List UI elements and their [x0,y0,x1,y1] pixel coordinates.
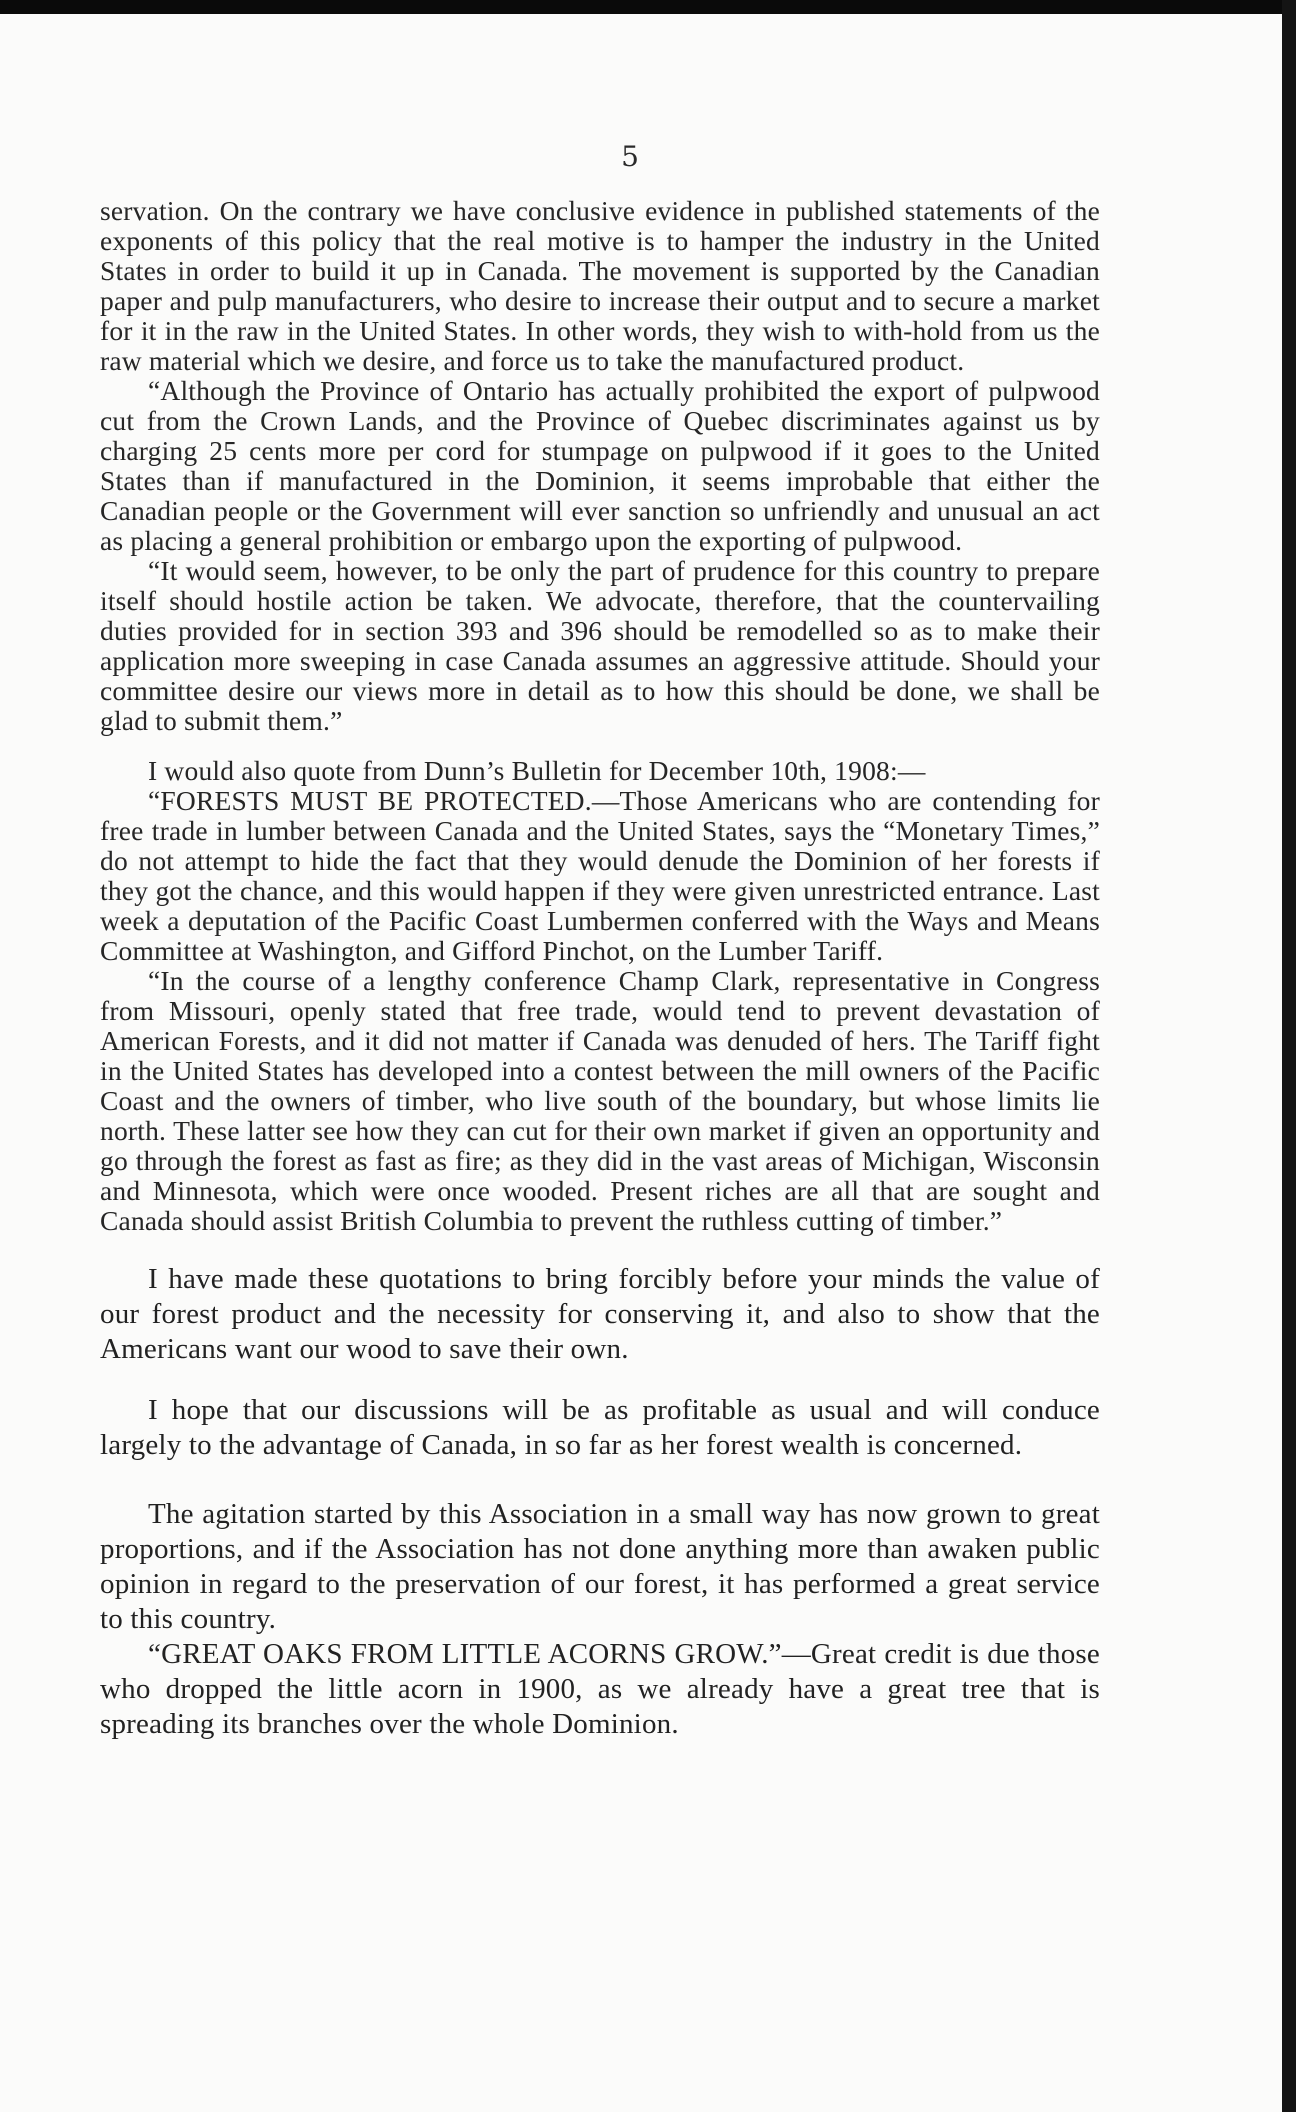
paragraph-great-oaks: “GREAT OAKS FROM LITTLE ACORNS GROW.”—Great credit is due those who dropped the little acorn in 1900, as we already have a great tree that is spreading its branches over the whole Dominion. [100,1638,1100,1740]
scan-border-right [1282,0,1296,2112]
paragraph-ontario-quote: “Although the Province of Ontario has actually prohibited the export of pulpwood cut from the Crown Lands, and the Province of Quebec discriminates against us by charging 25 cents more per cord for stumpage on pulpwood if it goes to the United States than if manufactured in the Dominion, it seems improbable that either the Canadian people or the Government will ever sanction so unfriendly and unusual an act as placing a general prohibition or embargo upon the exporting of pulpwood. [100,375,1100,556]
paragraph-quotations: I have made these quotations to bring forcibly before your minds the value of our forest product and the necessity for conserving it, and also to show that the Americans want our wood to save their own. [100,1263,1100,1365]
paragraph-dunns-bulletin: I would also quote from Dunn’s Bulletin for December 10th, 1908:— [148,755,926,786]
paragraph-prudence-quote: “It would seem, however, to be only the part of prudence for this country to prepare itself should hostile action be taken. We advocate, therefore, that the countervailing duties provided for in section 393 and 396 should be remodelled so as to make their application more sweeping in case Canada assumes an aggressive attitude. Should your committee desire our views more in detail as to how this should be done, we shall be glad to submit them.” [100,555,1100,736]
paragraph-agitation: The agitation started by this Association in a small way has now grown to great proportions, and if the Association has not done anything more than awaken public opinion in regard to the preservation of our forest, it has performed a great service to this country. [100,1498,1100,1635]
paragraph-champ-clark: “In the course of a lengthy conference Champ Clark, representative in Congress from Missouri, openly stated that free trade, would tend to prevent devastation of American Forests, and it did not matter if Canada was denuded of hers. The Tariff fight in the United States has developed into a contest between the mill owners of the Pacific Coast and the owners of timber, who live south of the boundary, but whose limits lie north. These latter see how they can cut for their own market if given an opportunity and go through the forest as fast as fire; as they did in the vast areas of Michigan, Wisconsin and Minnesota, which were once wooded. Present riches are all that are sought and Canada should assist British Columbia to prevent the ruthless cutting of timber.” [100,965,1100,1236]
paragraph-discussions: I hope that our discussions will be as profitable as usual and will conduce largely to the advantage of Canada, in so far as her forest wealth is concerned. [100,1394,1100,1461]
paragraph-servation: servation. On the contrary we have conclusive evidence in published statements of the exponents of this policy that the real motive is to hamper the industry in the United States in order to build it up in Canada. The movement is supported by the Canadian paper and pulp manufacturers, who desire to increase their output and to secure a market for it in the raw in the United States. In other words, they wish to with-hold from us the raw material which we desire, and force us to take the manufactured product. [100,195,1100,376]
paragraph-forests-protected: “FORESTS MUST BE PROTECTED.—Those Americans who are contending for free trade in lumber between Canada and the United States, says the “Monetary Times,” do not attempt to hide the fact that they would denude the Dominion of her forests if they got the chance, and this would happen if they were given unrestricted entrance. Last week a deputation of the Pacific Coast Lumbermen conferred with the Ways and Means Committee at Washington, and Gifford Pinchot, on the Lumber Tariff. [100,785,1100,966]
body-text [100,196,1100,1742]
page-number: 5 [621,140,639,173]
scan-border-top [0,0,1296,14]
